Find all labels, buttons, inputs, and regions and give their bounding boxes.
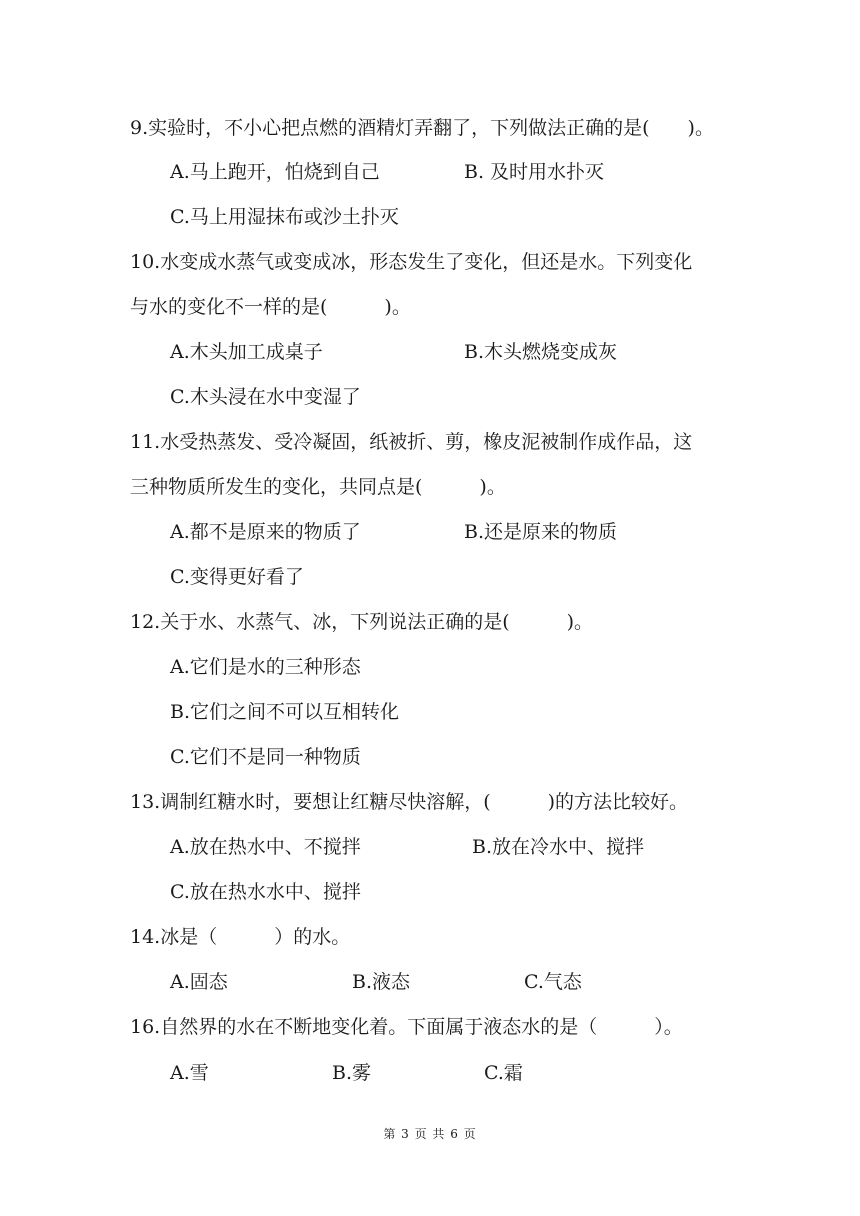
- question-14-option-a: A.固态: [170, 971, 228, 993]
- question-13-option-b: B.放在冷水中、搅拌: [472, 836, 645, 858]
- question-9-option-b: B. 及时用水扑灭: [464, 161, 605, 183]
- question-16-stem: 16.自然界的水在不断地变化着。下面属于液态水的是（ ）。: [130, 1016, 683, 1038]
- question-10-option-a: A.木头加工成桌子: [170, 341, 323, 363]
- question-13-stem: 13.调制红糖水时，要想让红糖尽快溶解，( )的方法比较好。: [130, 791, 689, 813]
- question-12-option-b: B.它们之间不可以互相转化: [170, 701, 400, 723]
- question-13-option-c: C.放在热水水中、搅拌: [170, 881, 361, 903]
- question-16-option-c: C.霜: [484, 1062, 523, 1084]
- question-9-stem: 9.实验时，不小心把点燃的酒精灯弄翻了，下列做法正确的是( )。: [130, 117, 714, 139]
- question-10-stem-line2: 与水的变化不一样的是( )。: [130, 296, 411, 318]
- question-16-option-b: B.雾: [332, 1062, 372, 1084]
- question-10-stem-line1: 10.水变成水蒸气或变成冰，形态发生了变化，但还是水。下列变化: [130, 251, 693, 273]
- question-9-option-c: C.马上用湿抹布或沙土扑灭: [170, 206, 399, 228]
- question-11-option-b: B.还是原来的物质: [464, 521, 618, 543]
- question-14-option-b: B.液态: [352, 971, 411, 993]
- question-13-option-a: A.放在热水中、不搅拌: [170, 836, 361, 858]
- question-12-option-a: A.它们是水的三种形态: [170, 656, 361, 678]
- question-16-option-a: A.雪: [170, 1062, 209, 1084]
- question-10-option-b: B.木头燃烧变成灰: [464, 341, 618, 363]
- question-14-option-c: C.气态: [524, 971, 582, 993]
- question-9-option-a: A.马上跑开，怕烧到自己: [170, 161, 380, 183]
- question-11-stem-line1: 11.水受热蒸发、受冷凝固，纸被折、剪，橡皮泥被制作成作品，这: [130, 431, 693, 453]
- page-footer: 第 3 页 共 6 页: [383, 1127, 477, 1141]
- question-11-stem-line2: 三种物质所发生的变化，共同点是( )。: [130, 476, 506, 498]
- question-14-stem: 14.冰是（ ）的水。: [130, 926, 351, 948]
- question-11-option-c: C.变得更好看了: [170, 566, 304, 588]
- question-11-option-a: A.都不是原来的物质了: [170, 521, 361, 543]
- question-12-stem: 12.关于水、水蒸气、冰，下列说法正确的是( )。: [130, 611, 594, 633]
- question-10-option-c: C.木头浸在水中变湿了: [170, 386, 361, 408]
- question-12-option-c: C.它们不是同一种物质: [170, 746, 361, 768]
